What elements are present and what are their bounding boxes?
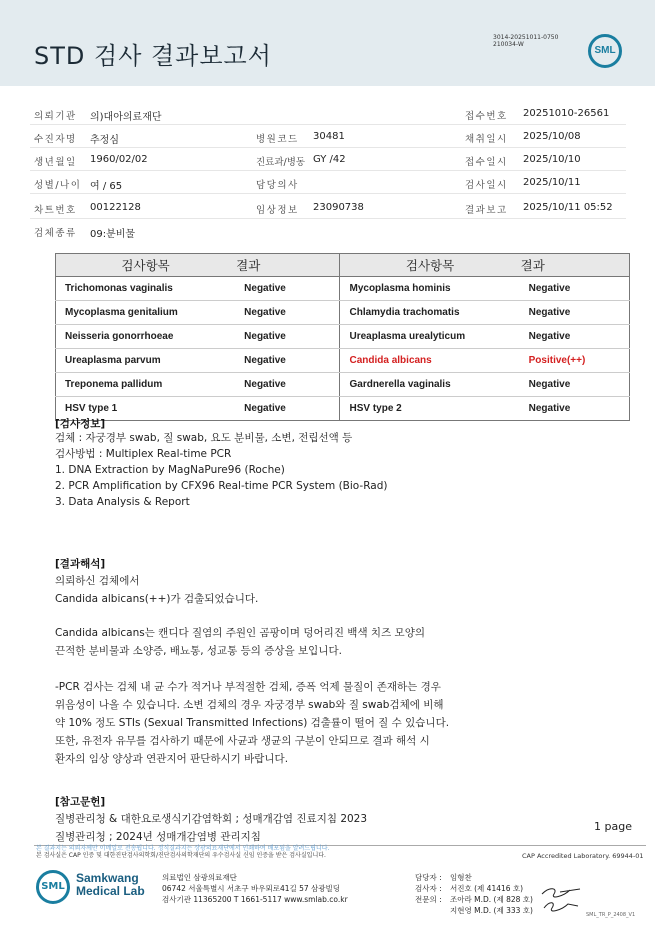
staff-name: 지현영 M.D. (제 333 호) <box>450 906 533 915</box>
value-clinical-info: 23090738 <box>313 202 364 213</box>
test-result: Negative <box>244 403 286 414</box>
test-info-line: 2. PCR Amplification by CFX96 Real-time PCR System (Bio-Rad) <box>55 480 388 492</box>
footer-note-2: 본 검사실은 CAP 인증 및 대한진단검사의학회/진단검사의학재단의 우수검사실 신임 인증을 받은 검사실입니다. <box>36 852 326 859</box>
staff-row <box>415 872 533 883</box>
label-sex-age: 성별/나이 <box>34 180 82 191</box>
label-clinical-info: 임상정보 <box>256 205 299 216</box>
test-result: Negative <box>520 373 630 397</box>
label-department-ward: 진료과/병동 <box>256 157 306 168</box>
footer-note-1: 본 결과지는 의뢰자께만 이메일로 전송됩니다. 정식결과지는 상광의료재단에서 인쇄하여 배포됨을 알려드립니다. <box>36 845 330 852</box>
info-row-2 <box>30 125 626 148</box>
interpretation-line: Candida albicans(++)가 검출되었습니다. <box>55 593 259 605</box>
info-row-3 <box>30 148 626 171</box>
test-result: Negative <box>235 373 340 397</box>
org-name: 의료법인 삼광의료재단 <box>162 873 237 882</box>
test-result: Negative <box>520 325 630 349</box>
test-item: Gardnerella vaginalis <box>340 373 520 397</box>
test-result: Negative <box>235 277 340 301</box>
reference-line: 질병관리청 & 대한요로생식기감염학회 ; 성매개감염 진료지침 2023 <box>55 813 368 825</box>
interpretation-line: Candida albicans는 캔디다 질염의 주원인 곰팡이며 덩어리진 백색 치즈 모양의 <box>55 627 425 639</box>
value-report-date: 2025/10/11 05:52 <box>523 202 613 213</box>
test-item: Treponema pallidum <box>56 373 236 397</box>
test-item: HSV type 2 <box>340 397 520 421</box>
header-test-item-right: 검사항목 <box>340 254 520 277</box>
footer-logo-text: SML <box>41 881 65 892</box>
value-receipt-number: 20251010-26561 <box>523 108 610 119</box>
interpretation-p2 <box>55 624 425 660</box>
org-contact: 검사기관 11365200 T 1661-5117 www.smlab.co.kr <box>162 895 348 904</box>
interpretation-p1 <box>55 572 258 608</box>
value-specimen-type: 09:분비물 <box>90 229 136 240</box>
table-row <box>56 277 630 301</box>
value-hospital-code: 30481 <box>313 131 345 142</box>
test-item: Trichomonas vaginalis <box>56 277 236 301</box>
interpretation-line: 약 10% 정도 STIs (Sexual Transmitted Infections) 검출률이 떨어 질 수 있습니다. <box>55 717 450 729</box>
label-requesting-org: 의뢰기관 <box>34 111 77 122</box>
test-result-positive: Positive(++) <box>520 349 630 373</box>
staff-row <box>415 883 533 894</box>
info-row-4 <box>30 171 626 194</box>
value-requesting-org: 의)대아의료재단 <box>90 112 162 123</box>
label-hospital-code: 병원코드 <box>256 134 299 145</box>
test-info-body <box>55 430 387 510</box>
label-test-date: 검사일시 <box>465 180 508 191</box>
cap-accreditation: CAP Accredited Laboratory. 69944-01 <box>522 852 644 860</box>
brand-line-2: Medical Lab <box>76 884 145 898</box>
test-result: Negative <box>520 301 630 325</box>
staff-name: 조아라 M.D. (제 828 호) <box>450 895 533 904</box>
label-collection-date: 채취일시 <box>465 134 508 145</box>
footer-staff <box>415 872 533 916</box>
staff-role <box>415 905 450 916</box>
test-item: Ureaplasma urealyticum <box>340 325 520 349</box>
table-row <box>56 373 630 397</box>
test-result: Negative <box>235 301 340 325</box>
logo-text: SML <box>594 45 616 56</box>
label-patient-name: 수진자명 <box>34 134 77 145</box>
header-result-right: 결과 <box>520 254 630 277</box>
results-header-row <box>56 254 630 277</box>
test-item: Chlamydia trachomatis <box>340 301 520 325</box>
interpretation-line: 위음성이 나올 수 있습니다. 소변 검체의 경우 자궁경부 swab와 질 swab검체에 비해 <box>55 699 444 711</box>
info-row-5 <box>30 196 626 219</box>
label-birth-date: 생년월일 <box>34 157 77 168</box>
label-report-date: 결과보고 <box>465 205 508 216</box>
staff-role: 전문의 : <box>415 895 442 904</box>
label-receipt-date: 접수일시 <box>465 157 508 168</box>
results-table <box>55 253 630 421</box>
value-receipt-date: 2025/10/10 <box>523 154 581 165</box>
test-item-positive: Candida albicans <box>340 349 520 373</box>
value-department-ward: GY /42 <box>313 154 346 165</box>
label-doctor: 담당의사 <box>256 180 299 191</box>
staff-row <box>415 905 533 916</box>
reference-line: 질병관리청 ; 2024년 성매개감염병 관리지침 <box>55 831 261 843</box>
test-item: Mycoplasma genitalium <box>56 301 236 325</box>
value-chart-number: 00122128 <box>90 202 141 213</box>
sml-logo-icon <box>588 34 622 68</box>
test-info-line: 3. Data Analysis & Report <box>55 496 190 508</box>
test-info-heading: [검사정보] <box>55 418 106 430</box>
test-result: Negative <box>528 403 571 414</box>
value-collection-date: 2025/10/08 <box>523 131 581 142</box>
page-number: 1 page <box>594 820 632 833</box>
document-id-line-1: 3014-20251011-0750 <box>493 34 559 41</box>
table-row <box>56 349 630 373</box>
test-result: Negative <box>235 349 340 373</box>
label-chart-number: 차트번호 <box>34 205 77 216</box>
references-heading: [참고문헌] <box>55 796 106 808</box>
staff-name: 서진호 (제 41416 호) <box>450 884 524 893</box>
references-body <box>55 810 367 846</box>
table-row <box>56 325 630 349</box>
staff-name: 임형찬 <box>450 873 472 882</box>
interpretation-p3 <box>55 678 449 768</box>
test-item: Ureaplasma parvum <box>56 349 236 373</box>
test-result: Negative <box>520 277 630 301</box>
test-item: HSV type 1 <box>65 403 118 414</box>
form-code: SML_TR_P_2408_V1 <box>586 912 636 918</box>
interpretation-heading: [결과해석] <box>55 558 106 570</box>
staff-role: 검사자 : <box>415 884 442 893</box>
header-result-left: 결과 <box>235 254 340 277</box>
document-id-line-2: 210034-W <box>493 41 524 48</box>
label-receipt-number: 접수번호 <box>465 111 508 122</box>
staff-role: 담당자 : <box>415 873 442 882</box>
footer-org-info <box>162 872 348 905</box>
value-test-date: 2025/10/11 <box>523 177 581 188</box>
info-row-1 <box>30 102 626 125</box>
samkwang-logo-icon <box>36 870 70 904</box>
value-birth-date: 1960/02/02 <box>90 154 148 165</box>
interpretation-line: 환자의 임상 양상과 연관지어 판단하시기 바랍니다. <box>55 753 289 765</box>
brand-line-1: Samkwang <box>76 871 139 885</box>
table-row <box>56 301 630 325</box>
interpretation-line: -PCR 검사는 검체 내 균 수가 적거나 부적절한 검체, 증폭 억제 물질이 존재하는 경우 <box>55 681 441 693</box>
signature-icon <box>540 884 584 914</box>
value-patient-name: 추정심 <box>90 135 119 146</box>
interpretation-line: 끈적한 분비물과 소양증, 배뇨통, 성교통 등의 증상을 보입니다. <box>55 645 342 657</box>
test-info-line: 검체 : 자궁경부 swab, 질 swab, 요도 분비물, 소변, 전립선액 등 <box>55 432 353 444</box>
interpretation-line: 또한, 유전자 유무를 검사하기 때문에 사균과 생균의 구분이 안되므로 결과 해석 시 <box>55 735 430 747</box>
document-id <box>493 34 558 48</box>
test-info-line: 검사방법 : Multiplex Real-time PCR <box>55 448 232 460</box>
test-info-line: 1. DNA Extraction by MagNaPure96 (Roche) <box>55 464 285 476</box>
header-test-item-left: 검사항목 <box>56 254 236 277</box>
test-item: Mycoplasma hominis <box>340 277 520 301</box>
table-row <box>56 397 630 421</box>
interpretation-line: 의뢰하신 검체에서 <box>55 575 140 587</box>
info-row-6 <box>30 219 626 241</box>
test-item: Neisseria gonorrhoeae <box>56 325 236 349</box>
test-result: Negative <box>235 325 340 349</box>
org-address: 06742 서울특별시 서초구 바우뫼로41길 57 삼광빌딩 <box>162 884 341 893</box>
footer-brand <box>76 872 145 898</box>
page-title: STD 검사 결과보고서 <box>34 42 272 70</box>
label-specimen-type: 검체종류 <box>34 228 77 239</box>
value-sex-age: 여 / 65 <box>90 181 123 192</box>
staff-row <box>415 894 533 905</box>
